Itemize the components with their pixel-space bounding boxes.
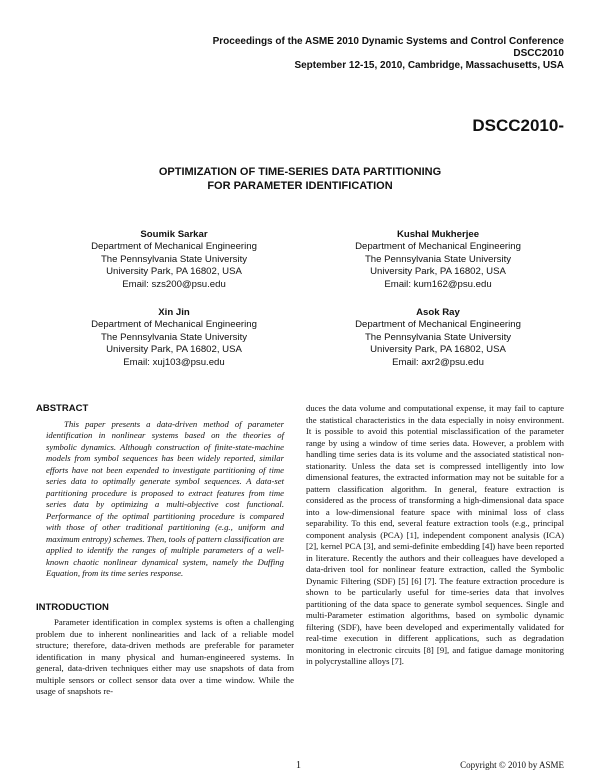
author-email: Email: kum162@psu.edu bbox=[384, 278, 492, 290]
conference-code: DSCC2010 bbox=[513, 48, 564, 59]
abstract-heading: ABSTRACT bbox=[36, 403, 89, 414]
author-name: Xin Jin bbox=[158, 307, 190, 318]
author-block bbox=[54, 229, 294, 291]
author-address: University Park, PA 16802, USA bbox=[370, 266, 506, 278]
author-block bbox=[318, 229, 558, 291]
author-university: The Pennsylvania State University bbox=[364, 253, 512, 265]
author-department: Department of Mechanical Engineering bbox=[91, 241, 257, 253]
author-address: University Park, PA 16802, USA bbox=[106, 266, 242, 278]
paper-title bbox=[0, 165, 600, 193]
author-name: Asok Ray bbox=[416, 307, 460, 318]
introduction-paragraph: Parameter identification in complex systems is often a challenging problem due to inherent nonlinearities and lack of a reliable model structure; therefore, data-driven methods are preferable for parameter identification in many physical and human-engineered systems. In general, data-driven techniques either may use snapshots of data from multiple sensors or collect sensor data over a time window. While the usage of snapshots re- bbox=[36, 617, 294, 696]
proceedings-title: Proceedings of the ASME 2010 Dynamic Systems and Control Conference bbox=[212, 36, 564, 47]
author-department: Department of Mechanical Engineering bbox=[91, 319, 257, 331]
abstract-text: This paper presents a data-driven method of parameter identification in nonlinear systems based on the theories of symbolic dynamics. Although construction of finite-state-machine models from symbol sequences has been widely reported, similar efforts have not been expended to investigate partitioning of time series data to optimally generate symbol sequences. A data-set partitioning procedure is proposed to extract features from time series data by optimizing a multi-objective cost functional. Performance of the optimal partitioning procedure is compared with those of other traditional partitioning (e.g., uniform and maximum entropy) schemes. Then, tools of pattern classification are applied to identify the ranges of multiple parameters of a well-known chaotic nonlinear dynamical system, namely the Duffing Equation, from its time series response. bbox=[46, 418, 284, 578]
author-email: Email: axr2@psu.edu bbox=[392, 356, 484, 368]
author-block bbox=[54, 307, 294, 369]
introduction-heading: INTRODUCTION bbox=[36, 601, 109, 613]
author-email: Email: xuj103@psu.edu bbox=[123, 356, 225, 368]
author-university: The Pennsylvania State University bbox=[100, 253, 248, 265]
author-department: Department of Mechanical Engineering bbox=[355, 241, 521, 253]
author-department: Department of Mechanical Engineering bbox=[355, 319, 521, 331]
copyright-notice: Copyright © 2010 by ASME bbox=[460, 760, 564, 770]
introduction-paragraph-continued: duces the data volume and computational expense, it may fail to capture the statistical characteristics in the data especially in noisy environment. It is possible to avoid this potential misclassification of the parameter range by using a window of time series data. However, a problem with handling time series data is its volume and the associated statistical non-stationarity. Unless the data set is compressed intelligently into low dimensional features, the extracted information may not be suitable for a pattern classification algorithm. In general, feature extraction is considered as the process of transforming a high-dimensional data space into a low-dimensional feature space with minimal loss of class separability. To this end, several feature extraction tools (e.g., principal component analysis (PCA) [1], independent component analysis (ICA) [2], kernel PCA [3], and semi-definite embedding [4]) have been reported in literature. Recently the authors and their colleagues have developed a data-driven tool for nonlinear feature extraction, called the Symbolic Dynamic Filtering (SDF) [5] [6] [7]. The feature extraction procedure is shown to be particularly useful for time-series data that involves partitioning of the data space to generate symbol sequences. Single and multi-Parameter estimation algorithms, based on symbolic dynamic filtering (SDF), have been developed and experimentally validated for real-time execution in different applications, such as degradation monitoring in electronic circuits [8] [9], and fatigue damage monitoring in polycrystalline alloys [7]. bbox=[306, 403, 564, 666]
paper-id: DSCC2010- bbox=[472, 116, 564, 135]
title-line-1: OPTIMIZATION OF TIME-SERIES DATA PARTITIONING bbox=[158, 166, 442, 178]
author-address: University Park, PA 16802, USA bbox=[106, 344, 242, 356]
author-university: The Pennsylvania State University bbox=[364, 331, 512, 343]
author-name: Soumik Sarkar bbox=[140, 229, 208, 240]
author-address: University Park, PA 16802, USA bbox=[370, 344, 506, 356]
left-column bbox=[36, 403, 294, 698]
author-university: The Pennsylvania State University bbox=[100, 331, 248, 343]
conference-date-location: September 12-15, 2010, Cambridge, Massachusetts, USA bbox=[294, 60, 564, 71]
page-number: 1 bbox=[296, 760, 301, 771]
title-line-2: FOR PARAMETER IDENTIFICATION bbox=[207, 180, 393, 192]
author-block bbox=[318, 307, 558, 369]
right-column bbox=[306, 403, 564, 668]
proceedings-header bbox=[213, 36, 564, 72]
author-email: Email: szs200@psu.edu bbox=[122, 278, 226, 290]
author-name: Kushal Mukherjee bbox=[396, 229, 480, 240]
